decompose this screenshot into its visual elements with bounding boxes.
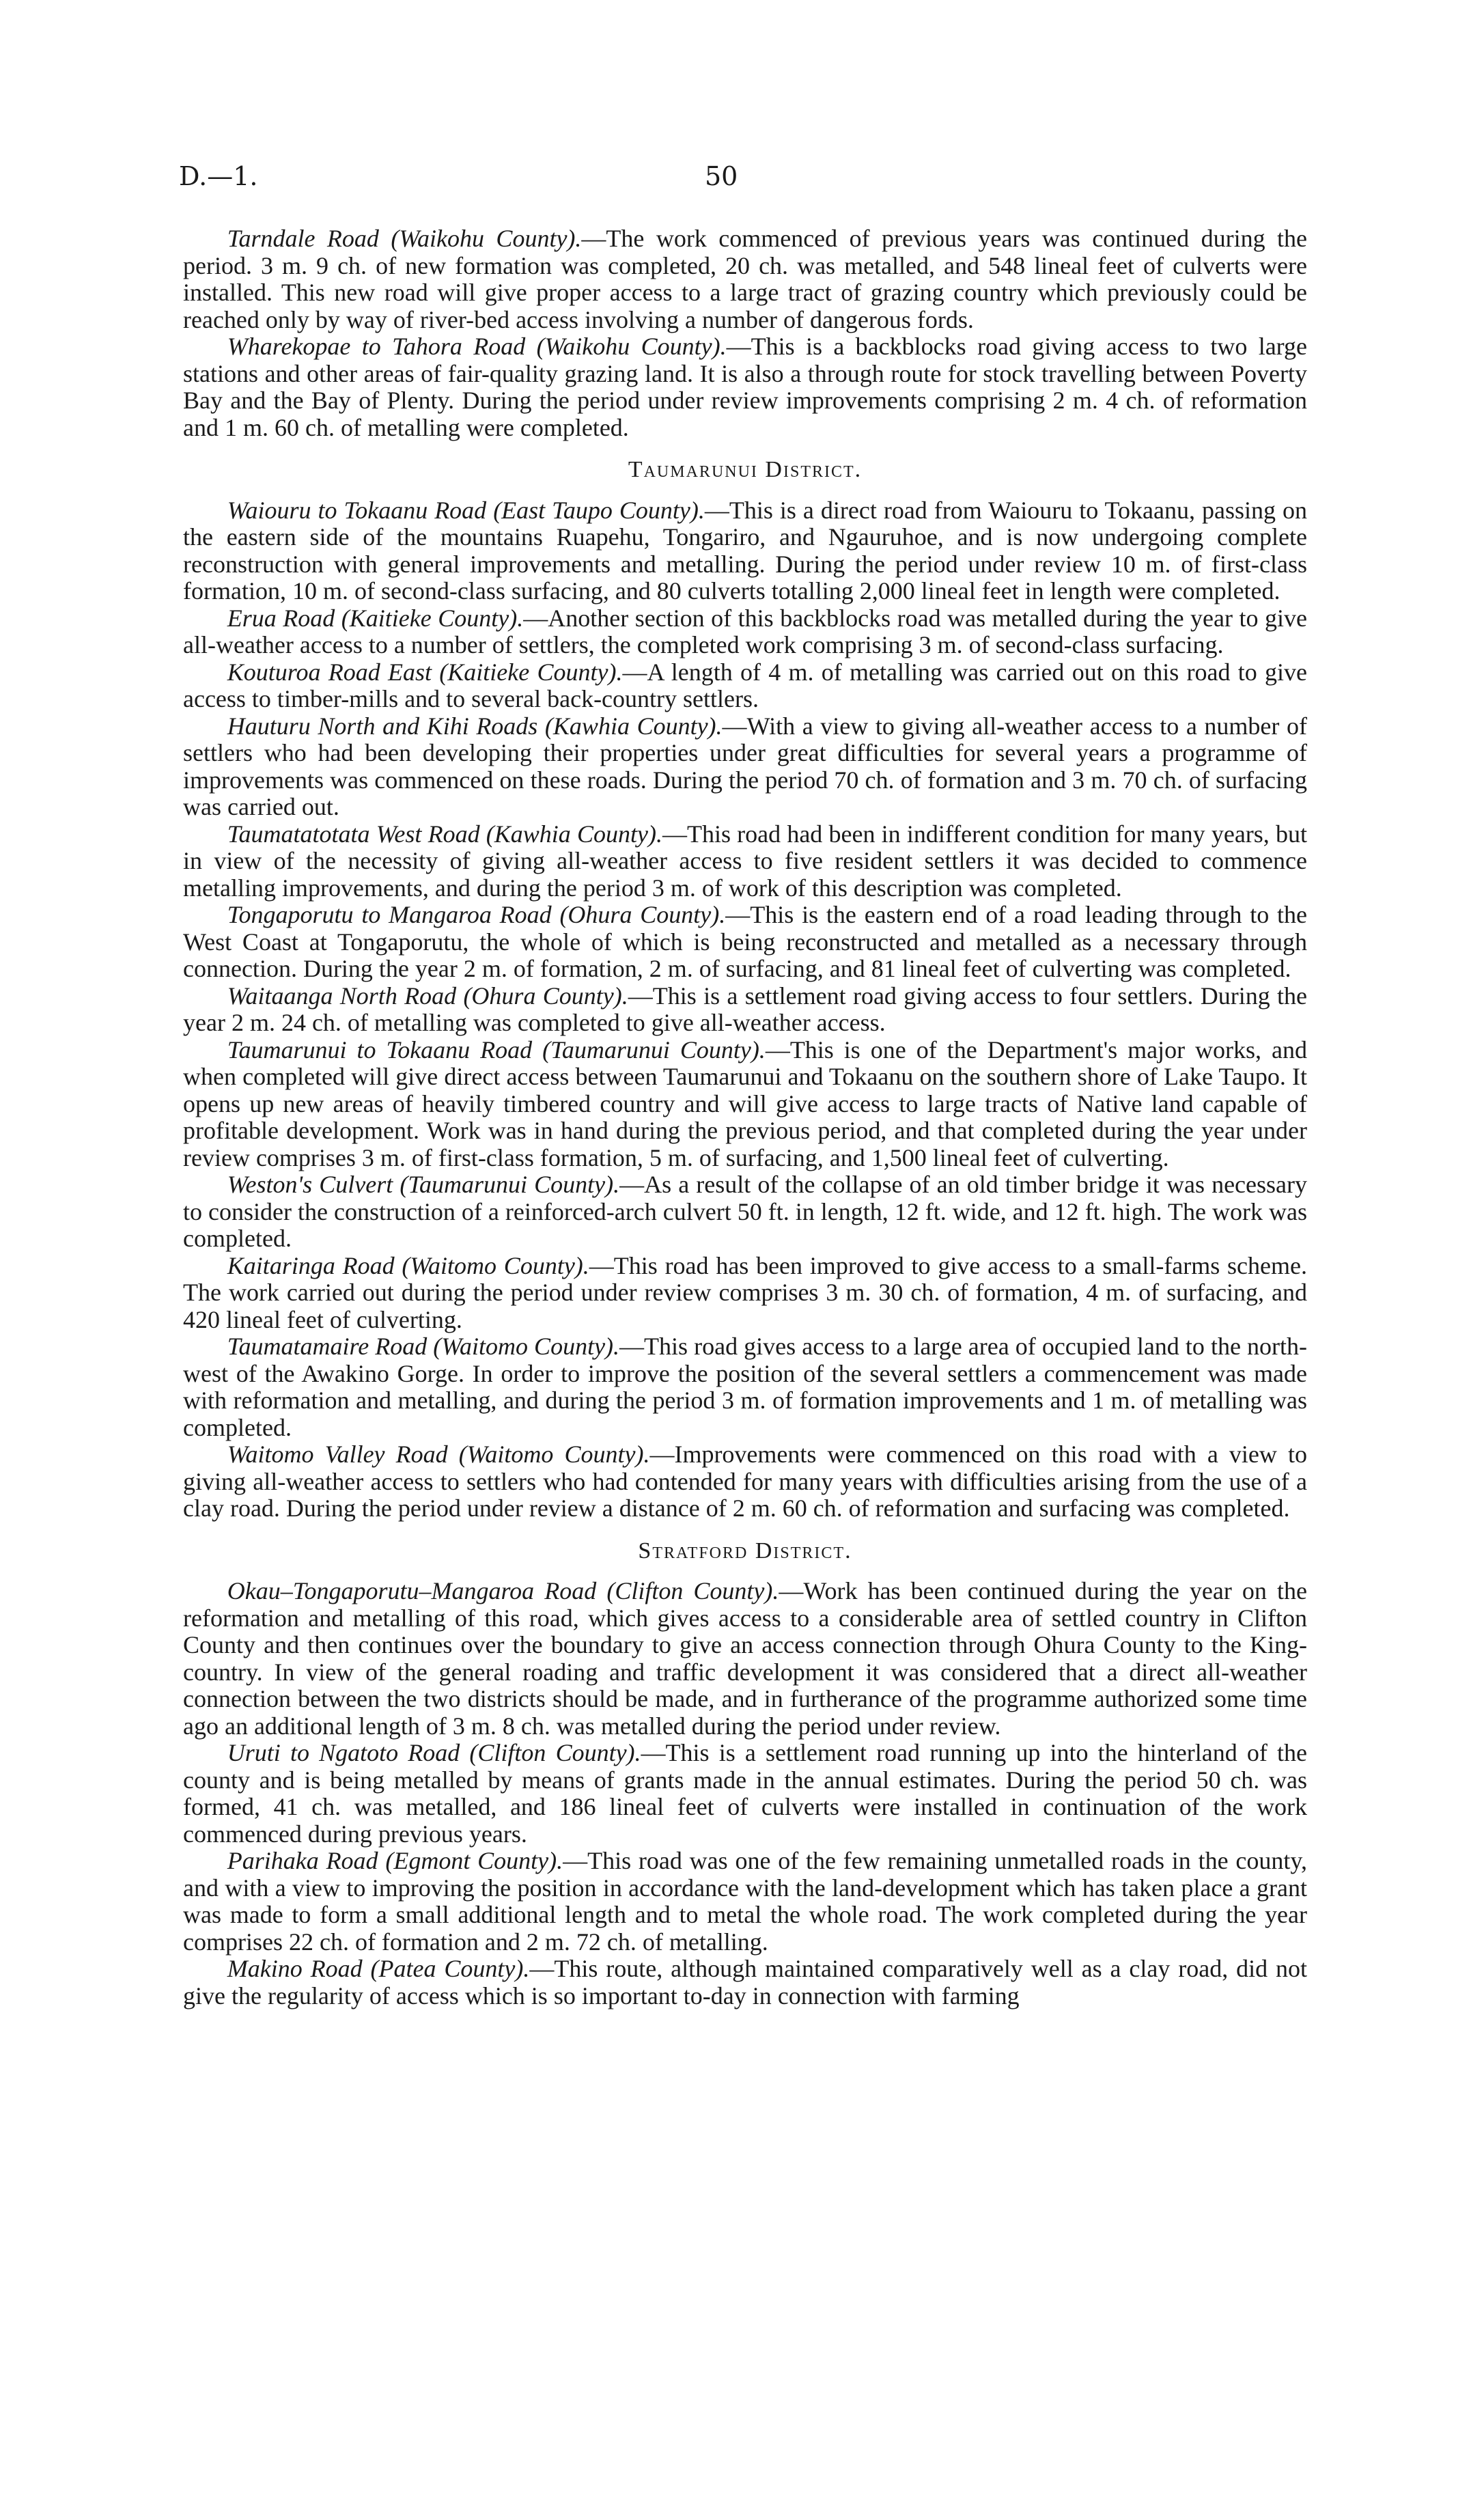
paragraph — [183, 1253, 1307, 1334]
road-title: Waiouru to Tokaanu Road (East Taupo County). — [227, 496, 705, 524]
paragraph — [183, 1578, 1307, 1740]
paragraph-text: —Another section of this backblocks road was metalled during the year to give all-weather access to a number of settlers, the completed work comprising 3 m. of second-class surfacing. — [183, 604, 1307, 658]
road-title: Weston's Culvert (Taumarunui County). — [227, 1171, 620, 1198]
paragraph — [183, 1740, 1307, 1848]
paragraph — [183, 983, 1307, 1037]
paragraph — [183, 333, 1307, 441]
road-title: Parihaka Road (Egmont County). — [227, 1847, 563, 1874]
road-title: Waitomo Valley Road (Waitomo County). — [227, 1441, 650, 1468]
page-number: 50 — [705, 161, 738, 191]
paragraph-text: —The work commenced of previous years was continued during the period. 3 m. 9 ch. of new formation was completed, 20 ch. was metalled, and 548 lineal feet of culverts were installed. This new road will give proper access to a large tract of grazing country which previously could be reached only by way of river-bed access involving a number of dangerous fords. — [183, 225, 1307, 333]
paragraph — [183, 821, 1307, 902]
section-heading: Stratford District. — [638, 1538, 852, 1563]
paragraph-text: —This is a backblocks road giving access to two large stations and other areas of fair-quality grazing land. It is also a through route for stock travelling between Poverty Bay and the Bay of Plenty. During the period under review improvements comprising 2 m. 4 ch. of reformation and 1 m. 60 ch. of metalling were completed. — [183, 333, 1307, 441]
road-title: Makino Road (Patea County). — [227, 1955, 530, 1982]
paragraph — [183, 713, 1307, 821]
paragraph — [183, 605, 1307, 659]
section-heading: Taumarunui District. — [628, 457, 863, 482]
road-title: Okau–Tongaporutu–Mangaroa Road (Clifton County). — [227, 1577, 779, 1604]
paragraph-text: —This route, although maintained comparatively well as a clay road, did not give the regularity of access which is so important to-day in connection with farming — [183, 1955, 1307, 2010]
paragraph-text: —This is one of the Department's major works, and when completed will give direct access between Taumarunui and Tokaanu on the southern shore of Lake Taupo. It opens up new areas of heavily timbered country and will give access to large tracts of Native land capable of profitable development. Work was in hand during the previous period, and that completed during the year under review comprises 3 m. of first-class formation, 5 m. of surfacing, and 1,500 lineal feet of culverting. — [183, 1035, 1307, 1171]
paragraph-text: —A length of 4 m. of metalling was carried out on this road to give access to timber-mills and to several back-country settlers. — [183, 658, 1307, 712]
document-body — [183, 225, 1307, 2010]
paragraph — [183, 902, 1307, 983]
road-title: Taumatamaire Road (Waitomo County). — [227, 1333, 620, 1360]
paragraph — [183, 1956, 1307, 2010]
road-title: Erua Road (Kaitieke County). — [227, 604, 524, 632]
paragraph-text: —This road has been improved to give access to a small-farms scheme. The work carried out during the period under review comprises 3 m. 30 ch. of formation, 4 m. of surfacing, and 420 lineal feet of culverting. — [183, 1251, 1307, 1333]
road-title: Uruti to Ngatoto Road (Clifton County). — [227, 1739, 641, 1766]
paragraph-text: —This road was one of the few remaining unmetalled roads in the county, and with a view to improving the position in accordance with the land-development which has taken place a grant was made to form a small additional length and to metal the whole road. The work completed during the year comprises 22 ch. of formation and 2 m. 72 ch. of metalling. — [183, 1847, 1307, 1956]
paragraph — [183, 1848, 1307, 1956]
paragraph — [183, 1171, 1307, 1253]
paragraph-text: —This is a direct road from Waiouru to Tokaanu, passing on the eastern side of the mountains Ruapehu, Tongariro, and Ngauruhoe, and is now undergoing complete reconstruction with general improvements and metalling. During the period under review 10 m. of first-class formation, 10 m. of second-class surfacing, and 80 culverts totalling 2,000 lineal feet in length were completed. — [183, 496, 1307, 604]
paragraph-text: —This road had been in indifferent condition for many years, but in view of the necessity of giving all-weather access to five resident settlers it was decided to commence metalling improvements, and during the period 3 m. of work of this description was completed. — [183, 820, 1307, 902]
paragraph-text: —As a result of the collapse of an old timber bridge it was necessary to consider the construction of a reinforced-arch culvert 50 ft. in length, 12 ft. wide, and 12 ft. high. The work was completed. — [183, 1171, 1307, 1252]
road-title: Taumatatotata West Road (Kawhia County). — [227, 820, 662, 848]
road-title: Kouturoa Road East (Kaitieke County). — [227, 658, 623, 686]
paragraph — [183, 1037, 1307, 1172]
paragraph-text: —This is a settlement road giving access to four settlers. During the year 2 m. 24 ch. of metalling was completed to give all-weather access. — [183, 982, 1307, 1036]
paragraph — [183, 1333, 1307, 1441]
road-title: Tongaporutu to Mangaroa Road (Ohura County). — [227, 901, 726, 928]
paragraph — [183, 1441, 1307, 1522]
document-reference: D.—1. — [179, 161, 258, 191]
road-title: Tarndale Road (Waikohu County). — [227, 225, 582, 252]
paragraph-text: —Improvements were commenced on this road with a view to giving all-weather access to settlers who had contended for many years with difficulties arising from the use of a clay road. During the period under review a distance of 2 m. 60 ch. of reformation and surfacing was completed. — [183, 1441, 1307, 1522]
road-title: Wharekopae to Tahora Road (Waikohu County). — [227, 333, 727, 360]
paragraph — [183, 225, 1307, 333]
road-title: Kaitaringa Road (Waitomo County). — [227, 1251, 589, 1279]
road-title: Hauturu North and Kihi Roads (Kawhia County). — [227, 712, 723, 740]
paragraph-text: —Work has been continued during the year on the reformation and metalling of this road, which gives access to a considerable area of settled country in Clifton County and then continues over the boundary to give an access connection through Ohura County to the King-country. In view of the general roading and traffic development it was considered that a direct all-weather connection between the two districts should be made, and in furtherance of the programme authorized some time ago an additional length of 3 m. 8 ch. was metalled during the period under review. — [183, 1577, 1307, 1740]
paragraph-text: —This is a settlement road running up into the hinterland of the county and is being metalled by means of grants made in the annual estimates. During the period 50 ch. was formed, 41 ch. was metalled, and 186 lineal feet of culverts were installed in continuation of the work commenced during previous years. — [183, 1739, 1307, 1848]
road-title: Taumarunui to Tokaanu Road (Taumarunui County). — [227, 1035, 766, 1063]
page-header — [179, 161, 1313, 202]
road-title: Waitaanga North Road (Ohura County). — [227, 982, 628, 1010]
paragraph-text: —This is the eastern end of a road leading through to the West Coast at Tongaporutu, the whole of which is being reconstructed and metalled as a necessary through connection. During the year 2 m. of formation, 2 m. of surfacing, and 81 lineal feet of culverting was completed. — [183, 901, 1308, 982]
paragraph — [183, 659, 1307, 713]
paragraph — [183, 497, 1307, 605]
paragraph-text: —This road gives access to a large area of occupied land to the north-west of the Awakino Gorge. In order to improve the position of the several settlers a commencement was made with reformation and metalling, and during the period 3 m. of formation improvements and 1 m. of metalling was completed. — [183, 1333, 1307, 1441]
paragraph-text: —With a view to giving all-weather access to a number of settlers who had been developing their properties under great difficulties for several years a programme of improvements was commenced on these roads. During the period 70 ch. of formation and 3 m. 70 ch. of surfacing was carried out. — [183, 712, 1307, 820]
